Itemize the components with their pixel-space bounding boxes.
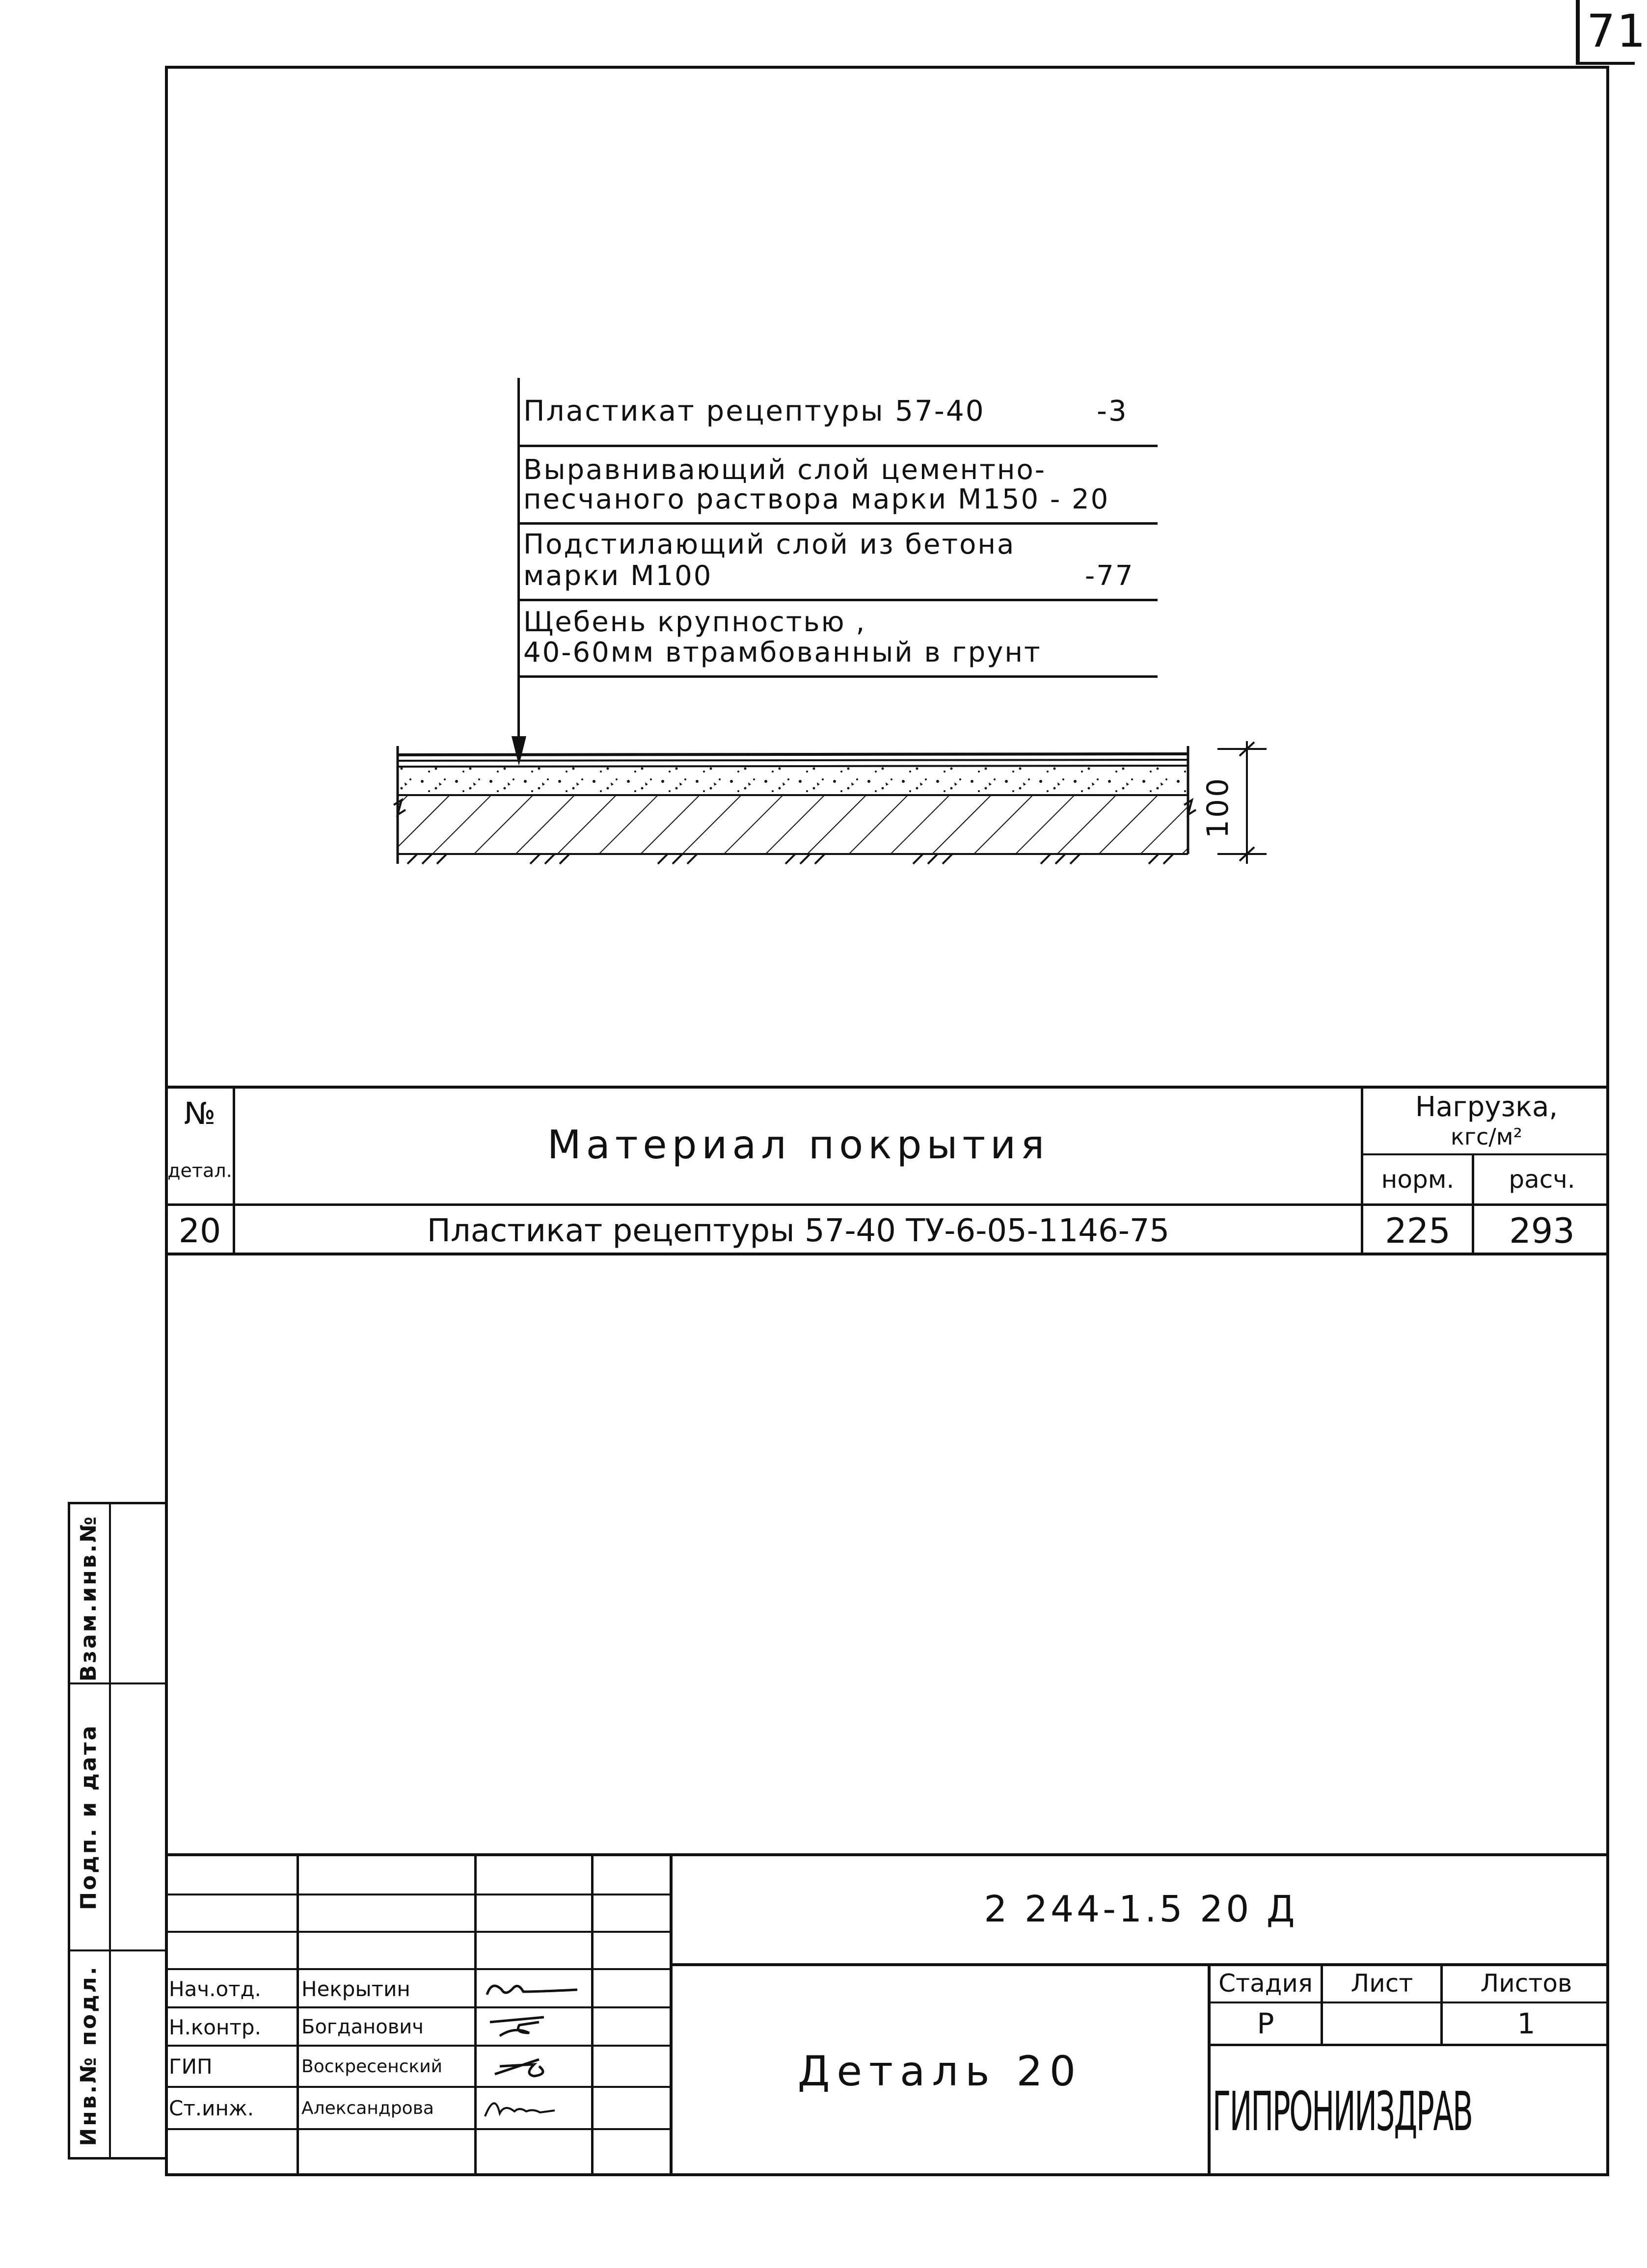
row-norm: 225 <box>1385 1211 1451 1251</box>
dimension-label: 100 <box>1201 776 1235 839</box>
side-stamp-col-rule <box>109 1502 111 2160</box>
col-material-header: Материал покрытия <box>547 1121 1050 1168</box>
layer-1-thickness: -3 <box>1097 394 1128 427</box>
organization-name: ГИПРОНИИЗДРАВ <box>1212 2080 1472 2143</box>
page-number-underline <box>1576 62 1635 65</box>
tb-hline-b <box>165 1931 671 1933</box>
layer-4-line2: 40-60мм втрамбованный в грунт <box>523 637 1042 668</box>
layer-2-rule <box>519 522 1158 525</box>
row-no: 20 <box>178 1211 221 1251</box>
side-stamp-replaced: Взам.инв.№ <box>76 1514 101 1682</box>
tb-stage-hline-2 <box>1209 2044 1609 2046</box>
drawing-title: Деталь 20 <box>797 2047 1083 2095</box>
doc-code: 2 244-1.5 20 Д <box>984 1888 1298 1930</box>
signature-1 <box>480 1975 588 2004</box>
signature-2 <box>480 2012 588 2042</box>
signer-1-name: Некрытин <box>301 1976 410 2001</box>
side-stamp-inv-orig: Инв.№ подл. <box>76 1965 101 2146</box>
stage-label: Стадия <box>1218 1969 1313 1998</box>
spec-table-col3-rule <box>1472 1154 1474 1255</box>
layer-3-thickness: -77 <box>1085 560 1134 592</box>
sheet-label: Лист <box>1350 1969 1413 1998</box>
page-number-divider <box>1576 0 1580 65</box>
layer-3-line1: Подстилающий слой из бетона <box>523 529 1016 560</box>
sheet-value <box>1323 2003 1440 2044</box>
spec-table-header-rule <box>165 1203 1609 1206</box>
layer-4-rule <box>519 675 1158 678</box>
signature-4 <box>480 2092 588 2124</box>
tb-hline-a <box>165 1894 671 1895</box>
layer-3-rule <box>519 599 1158 601</box>
tb-stage-vline-2 <box>1440 1963 1443 2046</box>
col-load-header-line2: кгс/м² <box>1451 1123 1522 1150</box>
signer-2-name: Богданович <box>301 2016 424 2038</box>
col-no-header-line1: № <box>184 1095 216 1131</box>
row-material: Пластикат рецептуры 57-40 ТУ-6-05-1146-75 <box>427 1213 1170 1249</box>
floor-section-drawing <box>383 736 1296 883</box>
col-no-header-line2: детал. <box>167 1160 232 1181</box>
page-number: 71 <box>1587 5 1647 57</box>
signature-3 <box>480 2052 588 2081</box>
stage-value: Р <box>1257 2007 1274 2040</box>
signer-3-name: Воскресенский <box>301 2056 443 2077</box>
tb-hline-g <box>165 2128 671 2130</box>
layer-2-line1: Выравнивающий слой цементно- <box>523 454 1046 486</box>
col-calc-header: расч. <box>1509 1165 1575 1194</box>
col-load-header-line1: Нагрузка, <box>1415 1091 1558 1123</box>
spec-table-col1-rule <box>233 1086 235 1255</box>
tb-stage-vline-1 <box>1321 1963 1323 2046</box>
signer-4-name: Александрова <box>301 2098 434 2118</box>
spec-table-col2-rule <box>1361 1086 1363 1255</box>
signer-1-role: Нач.отд. <box>169 1976 262 2001</box>
layer-1-rule <box>519 445 1158 447</box>
side-stamp-sign-date: Подп. и дата <box>76 1724 101 1910</box>
layer-3-line2: марки М100 <box>523 560 713 592</box>
layer-2-line2: песчаного раствора марки М150 - 20 <box>523 483 1110 515</box>
leader-line <box>517 378 520 756</box>
col-norm-header: норм. <box>1381 1165 1455 1194</box>
layer-4-line1: Щебень крупностью , <box>523 606 866 638</box>
sheets-label: Листов <box>1480 1969 1572 1998</box>
signer-2-role: Н.контр. <box>169 2015 261 2039</box>
sheets-value: 1 <box>1517 2007 1536 2040</box>
row-calc: 293 <box>1509 1211 1575 1251</box>
layer-1-text: Пластикат рецептуры 57-40 <box>523 394 985 427</box>
signer-3-role: ГИП <box>169 2054 213 2079</box>
signer-4-role: Ст.инж. <box>169 2096 254 2120</box>
